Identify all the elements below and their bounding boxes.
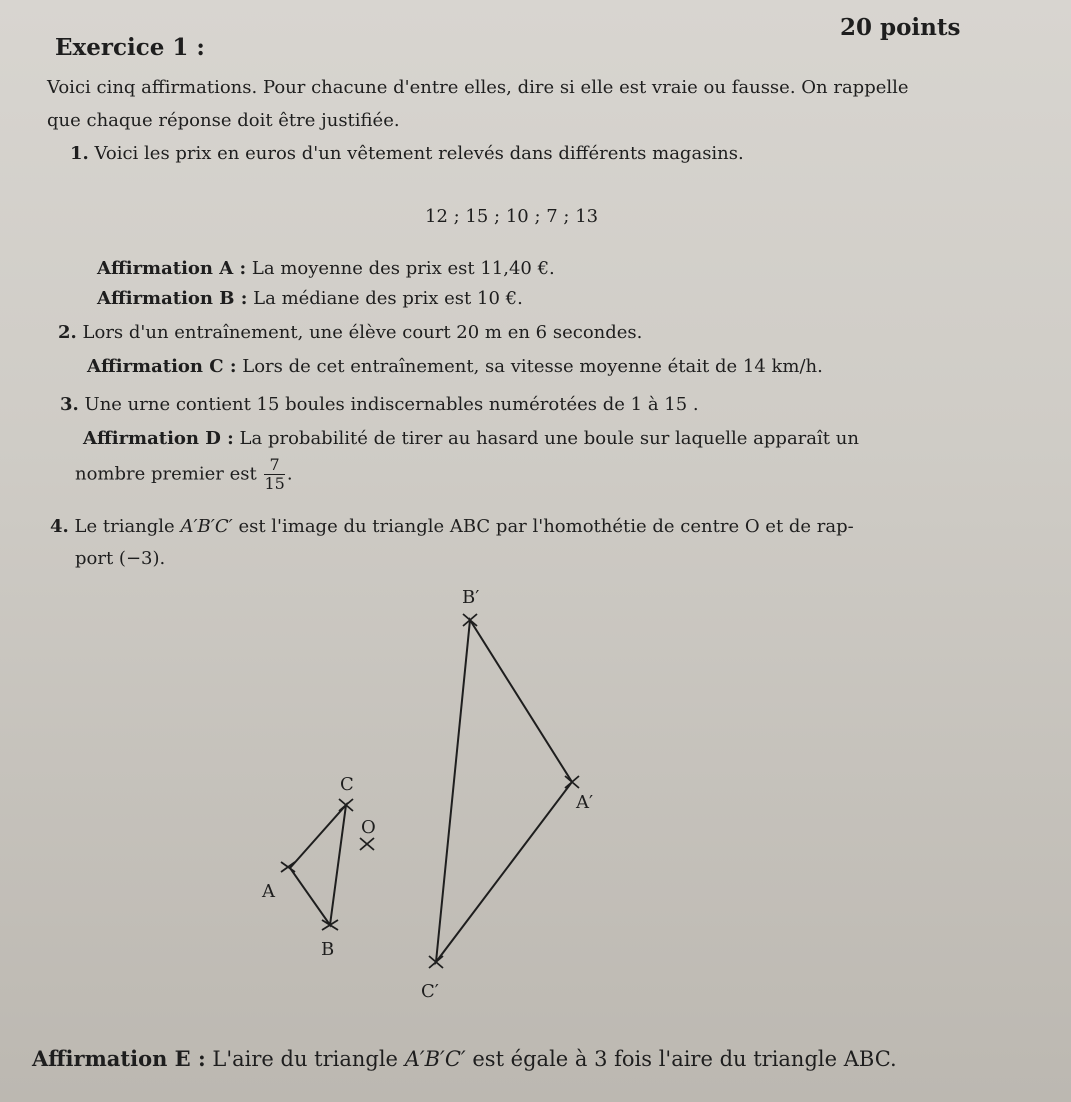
affirmation-e-text-a: L'aire du triangle: [212, 1047, 398, 1071]
affirmation-b-label: Affirmation B :: [97, 288, 248, 309]
affirmation-d-label: Affirmation D :: [83, 428, 234, 449]
question-4-number: 4.: [50, 516, 69, 537]
label-o: O: [361, 817, 376, 838]
affirmation-d-text-1: La probabilité de tirer au hasard une boule sur laquelle apparaît un: [239, 428, 859, 449]
affirmation-e-text-b: est égale à 3 fois l'aire du triangle ABC.: [472, 1047, 897, 1071]
points-label: 20 points: [840, 14, 961, 41]
fraction-numerator: 7: [269, 455, 280, 474]
exercise-title: Exercice 1 :: [55, 34, 205, 61]
affirmation-e-triangle-prime: A′B′C′: [404, 1047, 466, 1071]
question-2-number: 2.: [58, 322, 77, 343]
question-1-text: Voici les prix en euros d'un vêtement relevés dans différents magasins.: [94, 143, 744, 164]
triangle-a-prime-b-prime-c-prime: [436, 620, 572, 962]
question-2-text: Lors d'un entraînement, une élève court 20 m en 6 secondes.: [82, 322, 643, 343]
question-3-number: 3.: [60, 394, 79, 415]
affirmation-c-text: Lors de cet entraînement, sa vitesse moyenne était de 14 km/h.: [242, 356, 823, 377]
affirmation-a-label: Affirmation A :: [97, 258, 247, 279]
question-4-triangle-prime: A′B′C′: [180, 516, 233, 537]
question-4-line-2: port (−3).: [75, 548, 166, 569]
affirmation-b-text: La médiane des prix est 10 €.: [253, 288, 523, 309]
affirmation-d-end: .: [286, 463, 293, 485]
label-c-prime: C′: [421, 981, 439, 1002]
affirmation-d-text-2: nombre premier est: [75, 463, 257, 485]
question-4-text-b: est l'image du triangle ABC par l'homothétie de centre O et de rap-: [238, 516, 854, 537]
affirmation-e-label: Affirmation E :: [32, 1046, 206, 1071]
label-c: C: [340, 774, 354, 795]
intro-line-1: Voici cinq affirmations. Pour chacune d'entre elles, dire si elle est vraie ou fausse. On rappelle: [47, 77, 909, 98]
intro-line-2: que chaque réponse doit être justifiée.: [47, 110, 400, 131]
prices-list: 12 ; 15 ; 10 ; 7 ; 13: [425, 206, 599, 227]
label-a-prime: A′: [576, 792, 594, 813]
point-a-marker: [281, 862, 295, 872]
fraction-denominator: 15: [264, 474, 285, 493]
label-b-prime: B′: [462, 587, 480, 608]
affirmation-e: [32, 1046, 897, 1071]
point-a-prime-marker: [565, 776, 579, 788]
triangle-abc: [290, 805, 346, 925]
affirmation-c-label: Affirmation C :: [87, 356, 237, 377]
point-o-marker: [360, 838, 374, 850]
question-4-text-a: Le triangle: [74, 516, 175, 537]
question-3-text: Une urne contient 15 boules indiscernables numérotées de 1 à 15 .: [84, 394, 699, 415]
question-1-number: 1.: [70, 143, 89, 164]
affirmation-a-text: La moyenne des prix est 11,40 €.: [251, 258, 555, 279]
label-b: B: [321, 939, 335, 960]
label-a: A: [262, 881, 275, 902]
